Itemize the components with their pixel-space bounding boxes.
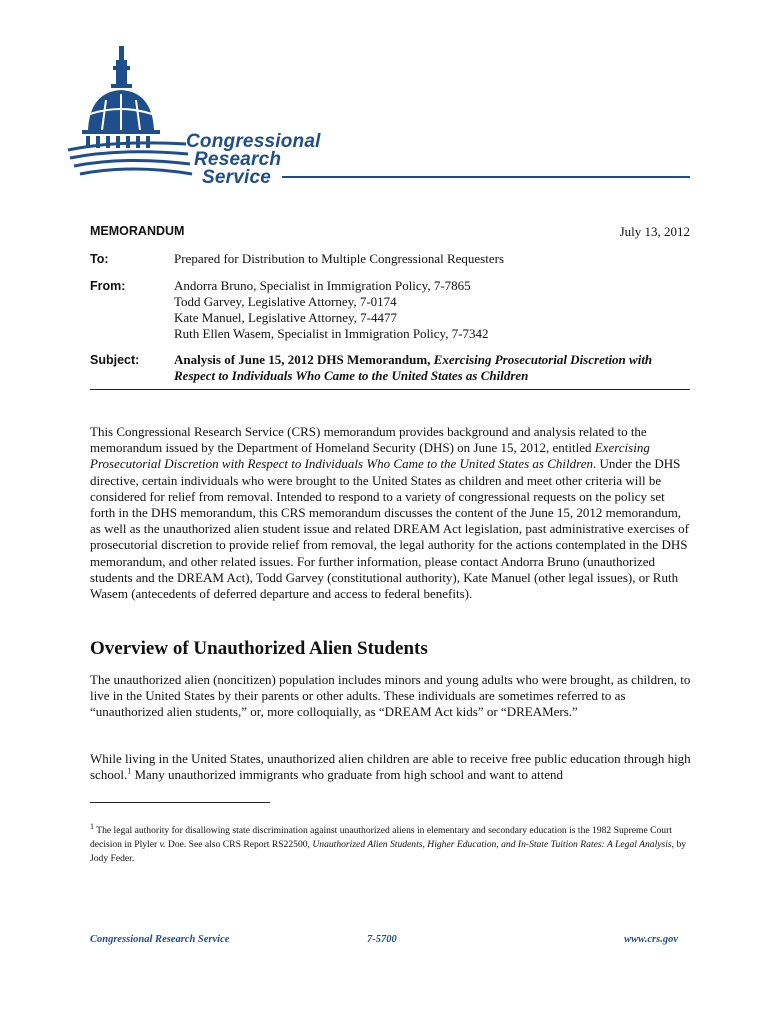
footer-left: Congressional Research Service: [90, 934, 230, 945]
logo-text-research: Research: [194, 149, 282, 170]
memo-date: July 13, 2012: [619, 224, 690, 239]
from-item: Kate Manuel, Legislative Attorney, 7-4477: [174, 310, 397, 325]
para2-text-2: Many unauthorized immigrants who graduate from high school and want to attend: [131, 767, 563, 783]
footnote: [90, 821, 690, 866]
from-item: Todd Garvey, Legislative Attorney, 7-0174: [174, 294, 397, 309]
section-paragraph-2: [90, 751, 692, 783]
memo-label: MEMORANDUM: [90, 224, 185, 238]
logo-text-congressional: Congressional: [186, 131, 321, 152]
from-list: [174, 278, 489, 342]
logo-text-service: Service: [202, 167, 272, 188]
header-rule: [90, 389, 690, 390]
subject-plain: Analysis of June 15, 2012 DHS Memorandum,: [174, 352, 434, 367]
footer-center: 7-5700: [367, 934, 397, 945]
footnote-text-2: Doe. See also CRS Report RS22500,: [165, 839, 313, 850]
subject-italic-1: Exercising Prosecutorial Discretion with: [433, 352, 653, 367]
subject-italic-2: Respect to Individuals Who Came to the United States as Children: [174, 368, 529, 383]
intro-italic-title: Exercising Prosecutorial Discretion with Respect to Individuals Who Came to the United States as Children: [90, 440, 650, 472]
footnote-ref[interactable]: 1: [127, 766, 132, 776]
intro-text-2: . Under the DHS directive, certain individuals who were brought to the United States as children and meet other criteria will be considered for relief from removal. Intended to respond to a variety of congressional requests on the policy set forth in the DHS memorandum, this CRS memorandum discusses the content of the June 15, 2012 memorandum, as well as the unauthorized alien student issue and related DREAM Act legislation, past administrative exercises of prosecutorial discretion to provide relief from removal, the legal authority for the actions contemplated in the DHS memorandum, and other related issues. For further information, please contact Andorra Bruno (unauthorized students and the DREAM Act), Todd Garvey (constitutional authority), Kate Manuel (other legal issues), or Ruth Wasem (antecedents of deferred departure and access to federal benefits).: [90, 456, 689, 602]
logo-rule: [282, 176, 690, 178]
from-label: From:: [90, 279, 126, 293]
subject-value: [174, 352, 694, 384]
footnote-italic-title: Unauthorized Alien Students, Higher Education, and In-State Tuition Rates: A Legal Analysis: [312, 839, 672, 850]
to-value: Prepared for Distribution to Multiple Congressional Requesters: [174, 251, 505, 266]
footnote-number: 1: [90, 821, 94, 831]
subject-label: Subject:: [90, 353, 140, 367]
footnote-rule: [90, 802, 270, 803]
footer-right[interactable]: www.crs.gov: [624, 934, 678, 945]
from-item: Ruth Ellen Wasem, Specialist in Immigration Policy, 7-7342: [174, 326, 489, 341]
from-item: Andorra Bruno, Specialist in Immigration Policy, 7-7865: [174, 278, 471, 293]
section-heading: Overview of Unauthorized Alien Students: [90, 638, 428, 659]
intro-paragraph: [90, 424, 692, 602]
intro-text-1: This Congressional Research Service (CRS) memorandum provides background and analysis related to the memorandum issued by the Department of Homeland Security (DHS) on June 15, 2012, entitled: [90, 424, 647, 456]
footnote-text-3: , by Jody Feder.: [90, 839, 687, 864]
section-paragraph-1: The unauthorized alien (noncitizen) population includes minors and young adults who were brought, as children, to live in the United States by their parents or other adults. These individuals are sometimes referred to as “unauthorized alien students,” or, more colloquially, as “DREAM Act kids” or “DREAMers.”: [90, 672, 691, 720]
footnote-text-1: The legal authority for disallowing state discrimination against unauthorized aliens in elementary and secondary education is the 1982 Supreme Court decision in Plyler: [90, 825, 672, 850]
para2-text-1: While living in the United States, unauthorized alien children are able to receive free public education through high school.: [90, 751, 691, 783]
to-label: To:: [90, 252, 109, 266]
footnote-v: v.: [159, 839, 166, 850]
capitol-dome-logo: [66, 44, 196, 184]
